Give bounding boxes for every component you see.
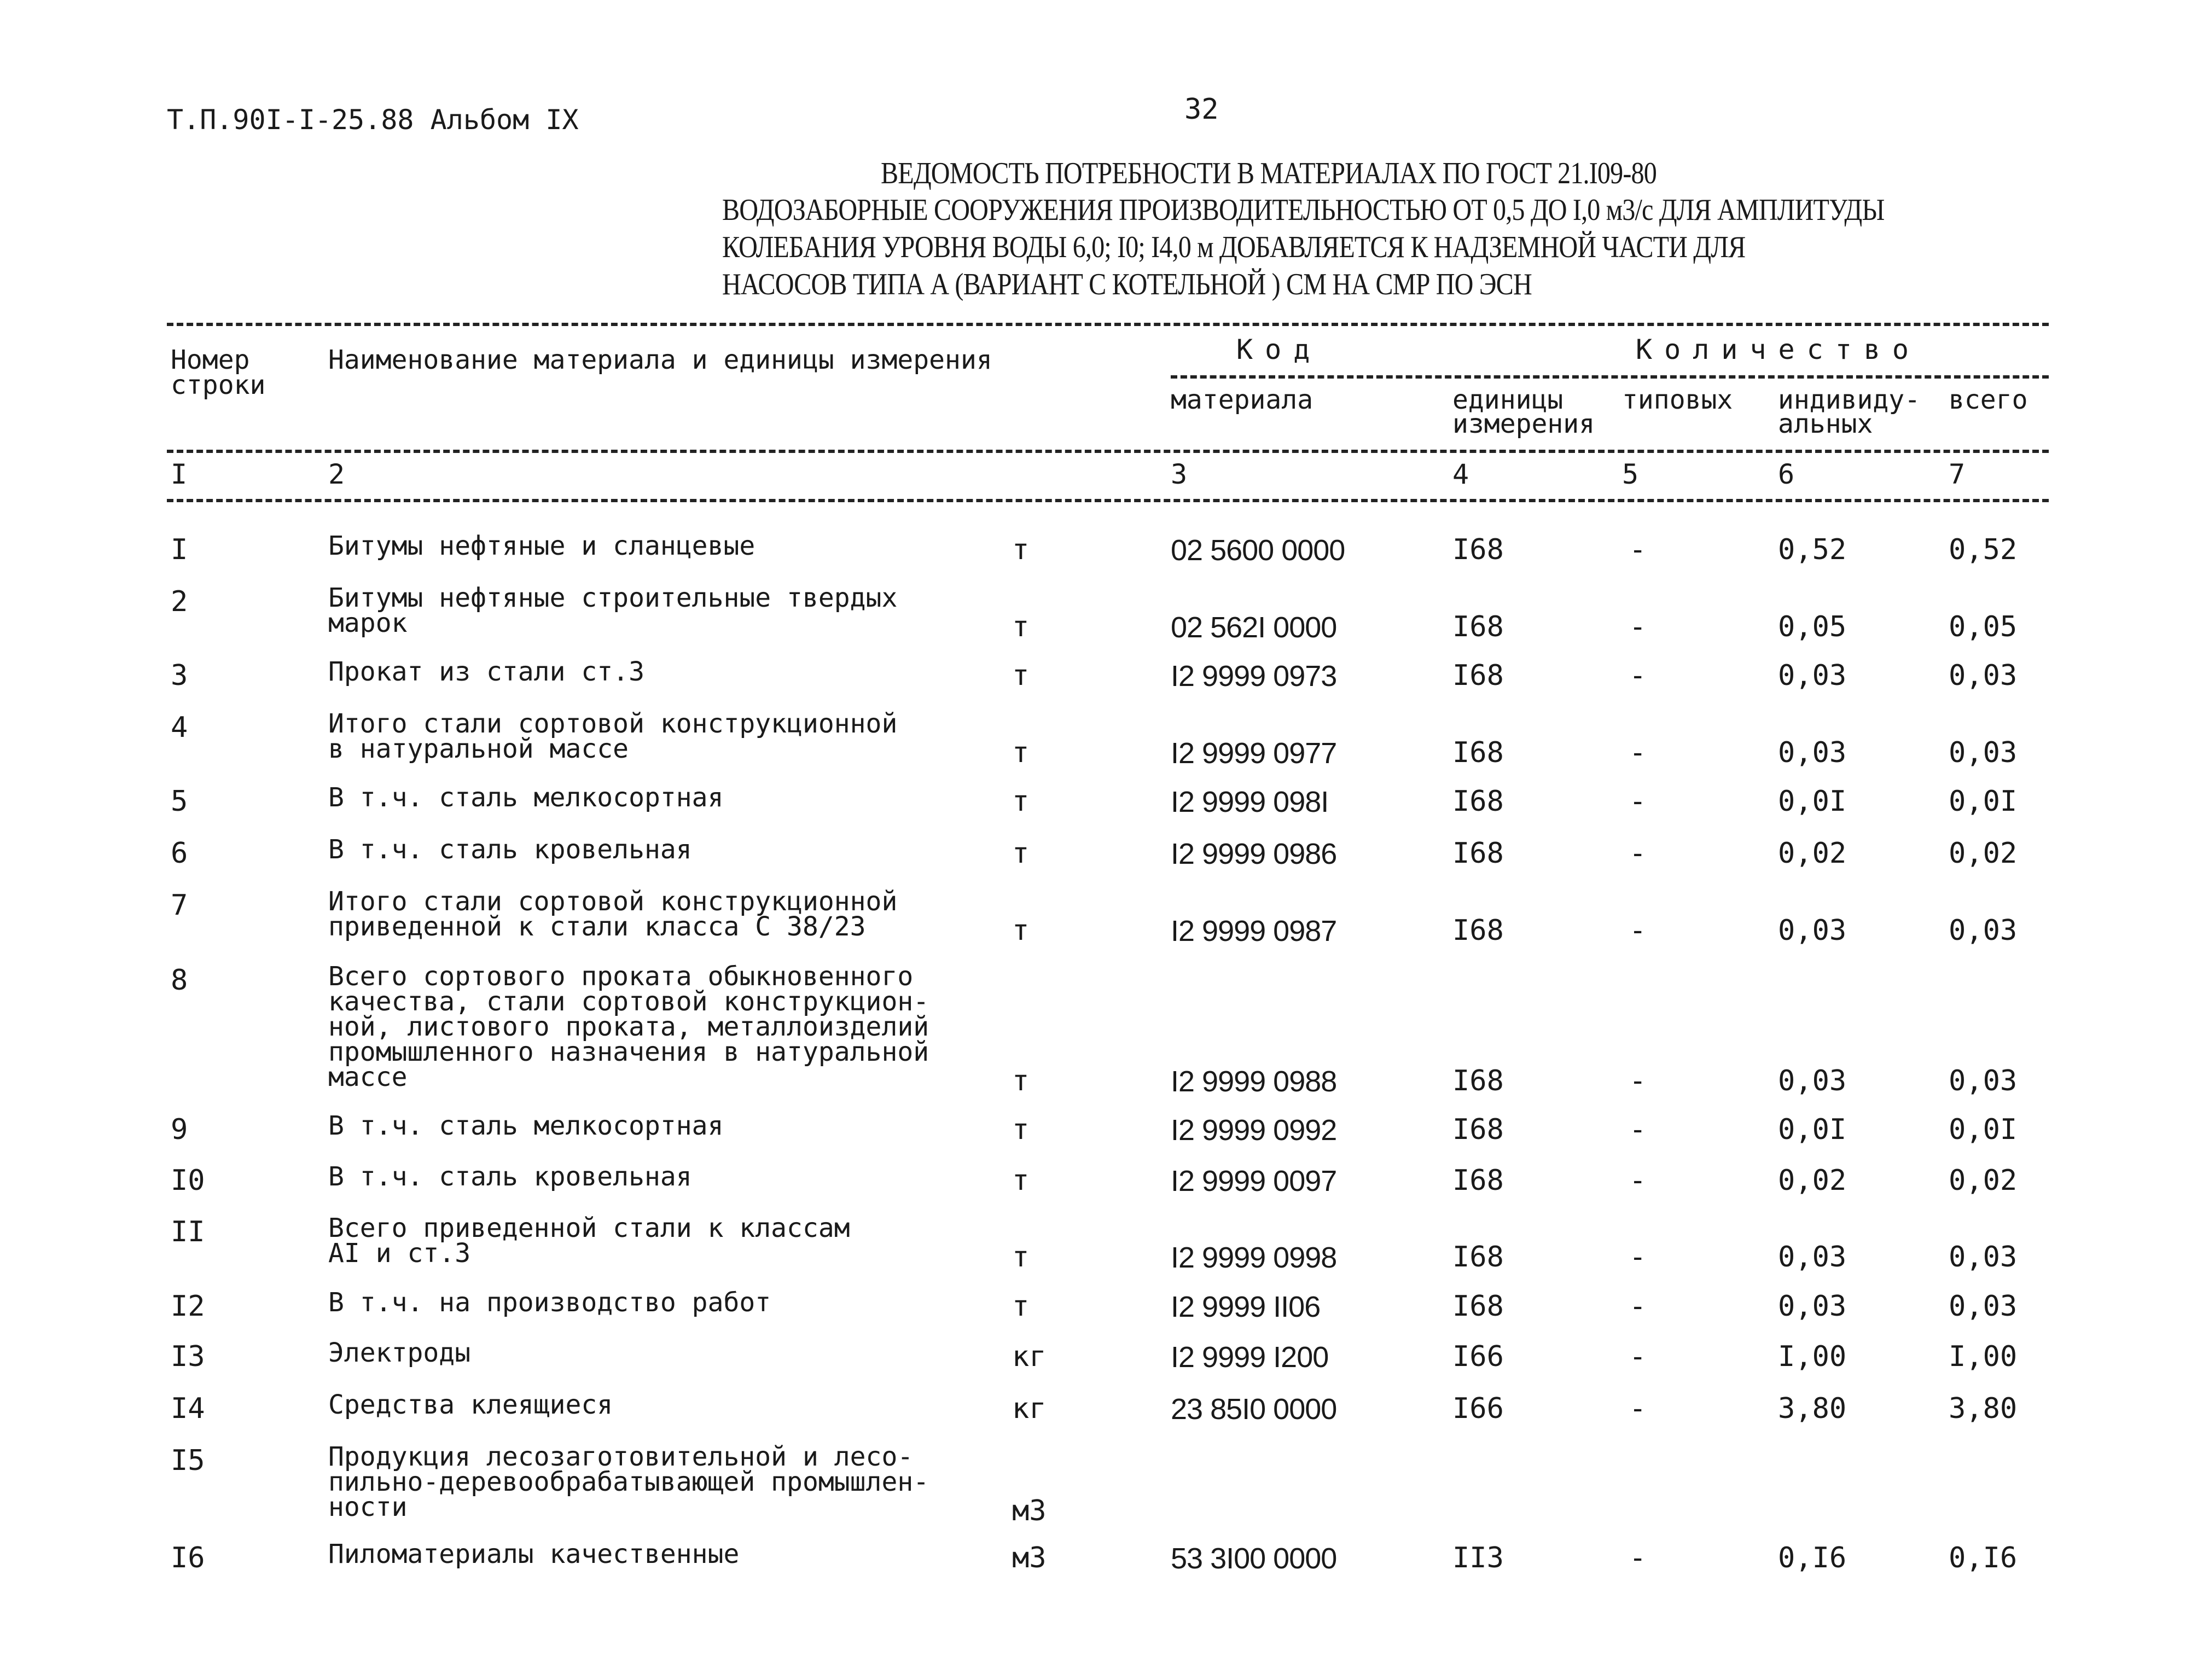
total-cell: 0,03 [1949,1241,2018,1274]
row-number-cell: II [171,1216,205,1248]
row-number-cell: 3 [171,659,188,692]
material-name-line: АI и ст.3 [328,1238,471,1269]
material-code-cell: I2 9999 II06 [1171,1290,1321,1323]
column-numbers-top-rule [167,450,2049,453]
individual-cell: 0,03 [1778,736,1847,769]
material-code-cell: I2 9999 0977 [1171,737,1337,770]
material-name-line: ности [328,1492,408,1522]
unit-code-cell: I68 [1452,914,1504,947]
unit-code-cell: I68 [1452,785,1504,818]
row-number-cell: 6 [171,837,188,870]
material-name-line: Пиломатериалы качественные [328,1539,740,1569]
material-name-line: пильно-деревообрабатывающей промышлен- [328,1467,929,1497]
material-name-line: В т.ч. сталь кровельная [328,1161,692,1192]
header-typical: типовых [1622,385,1733,415]
material-code-cell: I2 9999 098I [1171,786,1329,818]
document-reference: Т.П.90I-I-25.88 Альбом IX [167,104,579,136]
unit-cell: т [1012,1113,1030,1146]
unit-code-cell: I68 [1452,1113,1504,1146]
header-row-number-line2: строки [171,370,266,400]
header-individual-line2: альных [1778,409,1873,439]
material-name-line: ной, листового проката, металлоизделий [328,1012,929,1042]
material-name-line: Битумы нефтяные и сланцевые [328,531,755,561]
material-name-line: В т.ч. на производство работ [328,1287,771,1318]
individual-cell: 0,I6 [1778,1542,1847,1574]
header-row-number-line1: Номер [171,345,250,375]
row-number-cell: I3 [171,1340,205,1373]
material-name-line: Электроды [328,1338,471,1368]
material-name-line: массе [328,1062,408,1092]
row-number-cell: 2 [171,585,188,618]
total-cell: 0,02 [1949,837,2018,870]
unit-code-cell: II3 [1452,1542,1504,1574]
unit-cell: т [1012,785,1030,818]
material-name-line: В т.ч. сталь мелкосортная [328,1111,724,1141]
material-code-cell: I2 9999 I200 [1171,1341,1329,1374]
typical-cell: - [1629,785,1647,818]
row-number-cell: 4 [171,711,188,744]
unit-code-cell: I68 [1452,1290,1504,1323]
unit-cell: т [1012,611,1030,643]
column-number: 4 [1452,458,1469,490]
total-cell: 0,0I [1949,1113,2018,1146]
unit-cell: т [1012,533,1030,566]
material-name-line: Итого стали сортовой конструкционной [328,708,898,739]
material-code-cell: 02 5600 0000 [1171,534,1345,567]
typical-cell: - [1629,611,1647,643]
column-number: 7 [1949,458,1966,490]
total-cell: 0,02 [1949,1164,2018,1197]
material-name-line: Всего сортового проката обыкновенного [328,961,914,992]
material-code-cell: 23 85I0 0000 [1171,1393,1337,1426]
total-cell: 3,80 [1949,1392,2018,1425]
title-line-2: ВОДОЗАБОРНЫЕ СООРУЖЕНИЯ ПРОИЗВОДИТЕЛЬНОСТЬЮ ОТ 0,5 ДО I,0 м3/с ДЛЯ АМПЛИТУДЫ [722,193,1885,227]
total-cell: 0,03 [1949,914,2018,947]
title-line-1: ВЕДОМОСТЬ ПОТРЕБНОСТИ В МАТЕРИАЛАХ ПО ГОСТ 21.I09-80 [881,156,1657,190]
material-name-line: Всего приведенной стали к классам [328,1213,850,1243]
individual-cell: 0,0I [1778,1113,1847,1146]
unit-code-cell: I68 [1452,659,1504,692]
typical-cell: - [1629,914,1647,947]
header-unit-code-line2: измерения [1452,409,1595,439]
unit-cell: кг [1012,1392,1047,1425]
column-number: 5 [1622,458,1639,490]
individual-cell: 0,03 [1778,1065,1847,1097]
material-code-cell: I2 9999 0992 [1171,1114,1337,1147]
header-code-group: Код [1236,334,1322,365]
unit-code-cell: I68 [1452,1065,1504,1097]
header-total: всего [1949,385,2028,415]
title-line-3: КОЛЕБАНИЯ УРОВНЯ ВОДЫ 6,0; I0; I4,0 м ДОБАВЛЯЕТСЯ К НАДЗЕМНОЙ ЧАСТИ ДЛЯ [722,230,1746,264]
unit-cell: т [1012,914,1030,947]
row-number-cell: 8 [171,964,188,997]
total-cell: 0,05 [1949,611,2018,643]
title-line-4: НАСОСОВ ТИПА А (ВАРИАНТ С КОТЕЛЬНОЙ ) СМ НА СМР ПО ЭСН [722,268,1532,301]
row-number-cell: I2 [171,1290,205,1323]
material-code-cell: I2 9999 0998 [1171,1241,1337,1274]
row-number-cell: 5 [171,785,188,818]
column-number: I [171,458,188,490]
total-cell: 0,0I [1949,785,2018,818]
unit-code-cell: I68 [1452,837,1504,870]
total-cell: I,00 [1949,1340,2018,1373]
total-cell: 0,03 [1949,659,2018,692]
material-code-cell: I2 9999 0988 [1171,1065,1337,1098]
material-name-line: Средства клеящиеся [328,1390,613,1420]
individual-cell: 0,02 [1778,1164,1847,1197]
material-name-line: Прокат из стали ст.3 [328,656,644,687]
unit-cell: м3 [1012,1495,1047,1527]
individual-cell: 0,52 [1778,533,1847,566]
individual-cell: 0,03 [1778,914,1847,947]
header-individual-line1: индивиду- [1778,385,1921,415]
unit-cell: кг [1012,1340,1047,1373]
row-number-cell: I [171,533,188,566]
unit-cell: м3 [1012,1542,1047,1574]
material-code-cell: I2 9999 0973 [1171,660,1337,693]
typical-cell: - [1629,1290,1647,1323]
individual-cell: 0,05 [1778,611,1847,643]
material-code-cell: 53 3I00 0000 [1171,1542,1337,1575]
typical-cell: - [1629,837,1647,870]
typical-cell: - [1629,533,1647,566]
page-number: 32 [1184,93,1219,126]
material-code-cell: I2 9999 0986 [1171,838,1337,870]
typical-cell: - [1629,1113,1647,1146]
material-name-line: приведенной к стали класса С 38/23 [328,911,866,942]
material-name-line: Битумы нефтяные строительные твердых [328,583,898,613]
total-cell: 0,I6 [1949,1542,2018,1574]
column-numbers-bottom-rule [167,499,2049,502]
typical-cell: - [1629,1340,1647,1373]
row-number-cell: I5 [171,1444,205,1477]
unit-cell: т [1012,1065,1030,1097]
row-number-cell: I4 [171,1392,205,1425]
typical-cell: - [1629,1065,1647,1097]
material-code-cell: I2 9999 0097 [1171,1165,1337,1197]
individual-cell: 0,03 [1778,659,1847,692]
header-top-rule [167,323,2049,326]
material-name-line: В т.ч. сталь мелкосортная [328,782,724,813]
total-cell: 0,03 [1949,1290,2018,1323]
row-number-cell: I0 [171,1164,205,1197]
typical-cell: - [1629,1392,1647,1425]
row-number-cell: 7 [171,889,188,922]
unit-code-cell: I66 [1452,1392,1504,1425]
unit-cell: т [1012,1241,1030,1274]
individual-cell: 0,0I [1778,785,1847,818]
material-name-line: Продукция лесозаготовительной и лесо- [328,1441,914,1472]
row-number-cell: I6 [171,1542,205,1574]
typical-cell: - [1629,736,1647,769]
material-code-cell: 02 562I 0000 [1171,611,1337,644]
column-number: 6 [1778,458,1795,490]
individual-cell: 3,80 [1778,1392,1847,1425]
unit-code-cell: I68 [1452,736,1504,769]
typical-cell: - [1629,659,1647,692]
header-unit-code-line1: единицы [1452,385,1564,415]
unit-cell: т [1012,1290,1030,1323]
material-code-cell: I2 9999 0987 [1171,915,1337,947]
material-name-line: В т.ч. сталь кровельная [328,834,692,865]
row-number-cell: 9 [171,1113,188,1146]
unit-code-cell: I68 [1452,1164,1504,1197]
unit-cell: т [1012,837,1030,870]
header-quantity-group: Количество [1636,334,1921,365]
material-name-line: качества, стали сортовой конструкцион- [328,986,929,1017]
unit-cell: т [1012,659,1030,692]
typical-cell: - [1629,1164,1647,1197]
header-sub-rule [1171,375,2049,379]
individual-cell: 0,03 [1778,1290,1847,1323]
column-number: 3 [1171,458,1188,490]
material-name-line: марок [328,608,408,638]
unit-code-cell: I68 [1452,1241,1504,1274]
header-material-code: материала [1171,385,1313,415]
material-name-line: Итого стали сортовой конструкционной [328,886,898,917]
individual-cell: 0,02 [1778,837,1847,870]
total-cell: 0,03 [1949,736,2018,769]
unit-code-cell: I66 [1452,1340,1504,1373]
unit-cell: т [1012,1164,1030,1197]
individual-cell: I,00 [1778,1340,1847,1373]
material-name-line: промышленного назначения в натуральной [328,1037,929,1067]
unit-code-cell: I68 [1452,611,1504,643]
individual-cell: 0,03 [1778,1241,1847,1274]
typical-cell: - [1629,1542,1647,1574]
column-number: 2 [328,458,345,490]
unit-code-cell: I68 [1452,533,1504,566]
total-cell: 0,52 [1949,533,2018,566]
unit-cell: т [1012,736,1030,769]
total-cell: 0,03 [1949,1065,2018,1097]
typical-cell: - [1629,1241,1647,1274]
header-name: Наименование материала и единицы измерения [328,345,992,375]
material-name-line: в натуральной массе [328,734,629,764]
